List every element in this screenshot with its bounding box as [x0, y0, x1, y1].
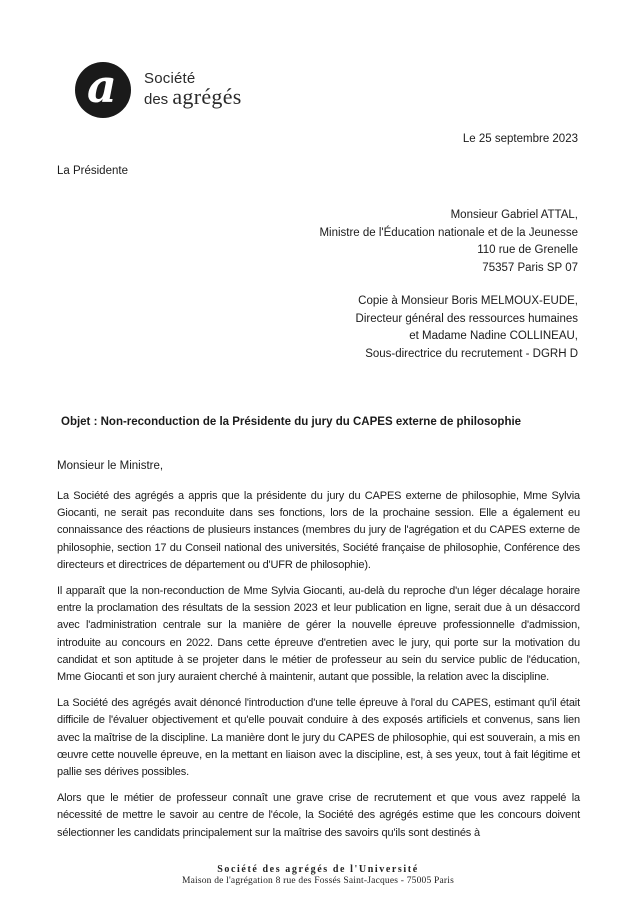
- footer-address: Maison de l'agrégation 8 rue des Fossés Saint-Jacques - 75005 Paris: [181, 876, 455, 886]
- sender-title: La Présidente: [57, 165, 128, 177]
- copy-recipient-line: Sous-directrice du recrutement - DGRH D: [365, 347, 578, 360]
- body-paragraph-2: Il apparaît que la non-reconduction de Mme Sylvia Giocanti, au-delà du reproche d'un léger décalage horaire entre la proclamation des résultats de la session 2023 et leur publication en ligne, serait due à un désaccord avec l'administration centrale sur la manière de gérer la nouvelle épreuve professionnelle d'admission, introduite au concours en 2022. Dans cette épreuve d'entretien avec le jury, qui porte sur la motivation du candidat et son aptitude à se projeter dans le métier de professeur au sein du service public de l'éducation, Mme Giocanti et son jury auraient cherché à maintenir, autant que possible, la relation avec la discipline.: [57, 585, 580, 684]
- letterhead: [75, 62, 242, 118]
- logo-wordmark-des: des: [144, 90, 173, 108]
- salutation: Monsieur le Ministre,: [57, 460, 164, 472]
- subject-line: Objet : Non-reconduction de la Présidente du jury du CAPES externe de philosophie: [61, 416, 522, 428]
- recipient-line: 75357 Paris SP 07: [482, 261, 578, 274]
- copy-recipient-line: Directeur général des ressources humaines: [355, 312, 578, 325]
- body-paragraph-3: La Société des agrégés avait dénoncé l'introduction d'une telle épreuve à l'oral du CAPES, estimant qu'il était difficile de l'évaluer objectivement et qu'elle pouvait conduire à des exposés artificiels et convenus, sans lien avec la maîtrise de la discipline. La manière dont le jury du CAPES de philosophie, qui est souverain, a mis en œuvre cette nouvelle épreuve, en la mettant en liaison avec la discipline, est, à ses yeux, tout à fait légitime et pallie ses dérives possibles.: [57, 697, 580, 779]
- recipient-line: Ministre de l'Éducation nationale et de la Jeunesse: [319, 226, 578, 239]
- copy-recipients-block: [356, 293, 578, 363]
- footer-org-name: Société des agrégés de l'Université: [217, 864, 419, 875]
- body-paragraph-4: Alors que le métier de professeur connaît une grave crise de recrutement et que vous avez rappelé la nécessité de mettre le savoir au centre de l'école, la Société des agrégés estime que les concours doivent sélectionner les candidats principalement sur la maîtrise des savoirs qu'ils sont destinés à: [57, 792, 580, 839]
- page-footer: [0, 864, 636, 886]
- logo-wordmark-agreges: agrégés: [172, 83, 242, 109]
- logo-wordmark-line2: [144, 83, 242, 110]
- logo-wordmark-line1: Société: [144, 69, 196, 87]
- recipient-block: [319, 207, 578, 277]
- letter-body: [57, 488, 580, 851]
- recipient-line: 110 rue de Grenelle: [477, 244, 578, 256]
- societe-des-agreges-logo-icon: [75, 62, 131, 118]
- letter-date: Le 25 septembre 2023: [462, 133, 578, 145]
- body-paragraph-1: La Société des agrégés a appris que la présidente du jury du CAPES externe de philosophie, Mme Sylvia Giocanti, ne serait pas reconduite dans ses fonctions, lors de la prochaine session. Elle a également eu connaissance des réactions de plusieurs instances (membres du jury de l'agrégation et du CAPES externe de philosophie, section 17 du Conseil national des universités, Société française de philosophie, Conférence des directeurs et directrices de département ou d'UFR de philosophie).: [57, 490, 580, 571]
- logo-wordmark: [144, 71, 242, 110]
- logo-letter-a: a: [87, 62, 117, 113]
- copy-recipient-line: et Madame Nadine COLLINEAU,: [409, 330, 578, 342]
- recipient-line: Monsieur Gabriel ATTAL,: [450, 209, 578, 221]
- copy-recipient-line: Copie à Monsieur Boris MELMOUX-EUDE,: [358, 295, 578, 307]
